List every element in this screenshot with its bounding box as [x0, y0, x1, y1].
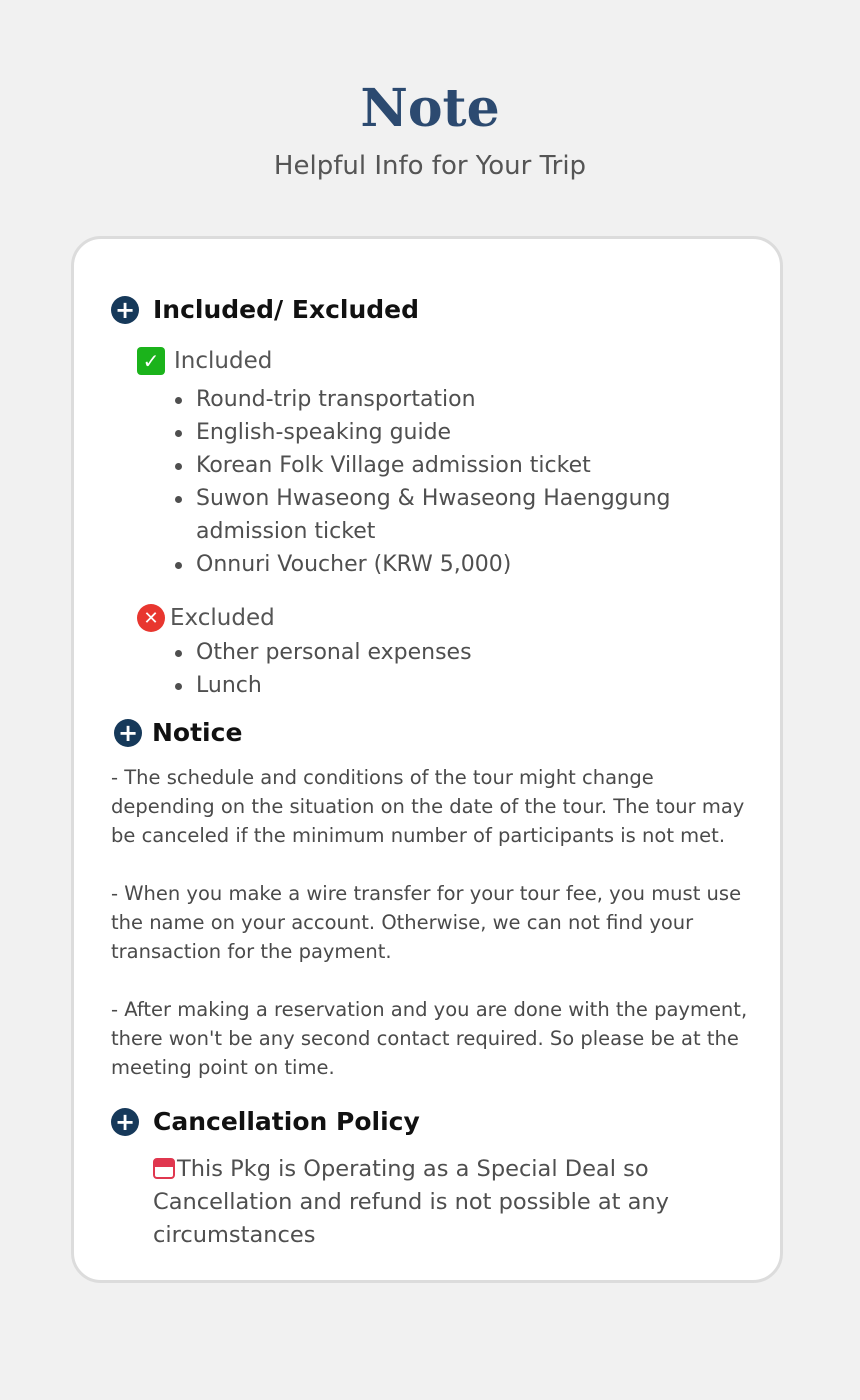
list-item: Onnuri Voucher (KRW 5,000) [174, 548, 694, 581]
list-item: Suwon Hwaseong & Hwaseong Haenggung admission ticket [174, 482, 694, 548]
plus-circle-icon: + [114, 719, 142, 747]
list-item: Korean Folk Village admission ticket [174, 449, 694, 482]
notice-paragraph: - The schedule and conditions of the tour might change depending on the situation on the date of the tour. The tour may be canceled if the minimum number of participants is not met. [111, 766, 745, 847]
cancellation-title: Cancellation Policy [153, 1107, 420, 1136]
included-heading [137, 347, 272, 375]
plus-circle-icon: + [111, 296, 139, 324]
notice-paragraph: - When you make a wire transfer for your tour fee, you must use the name on your account. Otherwise, we can not find your transaction for the payment. [111, 882, 742, 963]
page-subtitle: Helpful Info for Your Trip [273, 151, 587, 181]
calendar-icon [153, 1158, 175, 1179]
list-item: English-speaking guide [174, 416, 694, 449]
cancellation-section-header[interactable] [111, 1107, 420, 1136]
list-item: Round-trip transportation [174, 383, 694, 416]
list-item: Lunch [174, 669, 694, 702]
excluded-list [174, 636, 694, 702]
page-title: Note [360, 78, 500, 139]
x-circle-icon: ✕ [137, 604, 165, 632]
included-label: Included [174, 348, 273, 374]
notice-section-header[interactable] [114, 718, 242, 747]
info-card [71, 236, 783, 1283]
included-list [174, 383, 694, 581]
list-item: Other personal expenses [174, 636, 694, 669]
excluded-heading [137, 604, 275, 632]
page-header [0, 78, 860, 182]
plus-circle-icon: + [111, 1108, 139, 1136]
check-box-icon: ✓ [137, 347, 165, 375]
cancellation-text: This Pkg is Operating as a Special Deal so Cancellation and refund is not possible at any circumstances [153, 1156, 669, 1248]
included-excluded-title: Included/ Excluded [153, 295, 420, 324]
excluded-label: Excluded [170, 605, 275, 631]
notice-paragraph: - After making a reservation and you are done with the payment, there won't be any second contact required. So please be at the meeting point on time. [111, 998, 748, 1079]
cancellation-text-block [153, 1153, 673, 1252]
notice-title: Notice [152, 718, 243, 747]
included-excluded-section-header[interactable] [111, 295, 419, 324]
